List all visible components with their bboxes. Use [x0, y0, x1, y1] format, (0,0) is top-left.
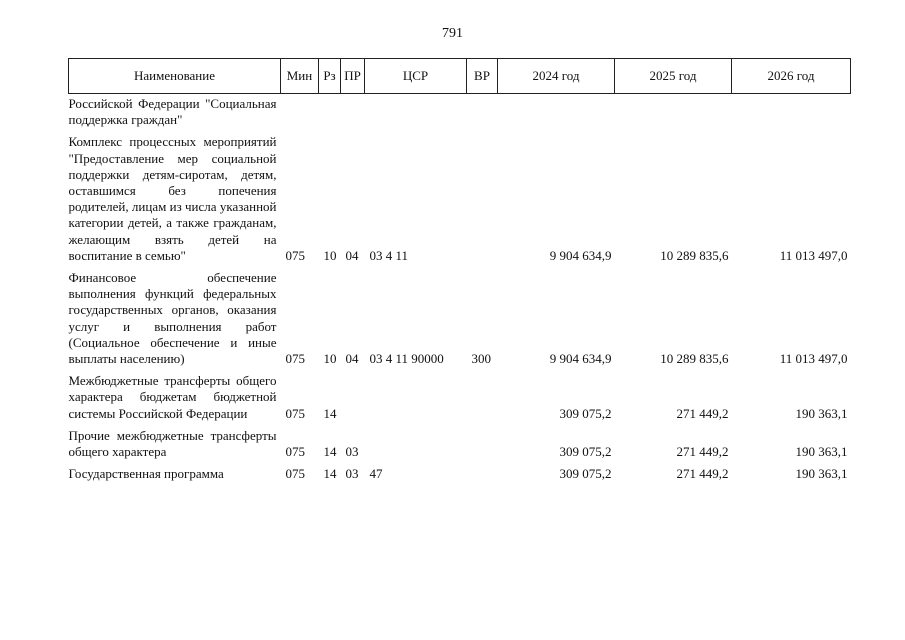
row-name: Государственная программа — [68, 466, 224, 482]
row-2024: 9 904 634,9 — [549, 247, 612, 263]
row-vr — [467, 94, 498, 129]
row-min: 075 — [285, 466, 305, 482]
row-pr — [341, 367, 365, 422]
row-csr — [365, 94, 467, 129]
row-rz — [319, 94, 341, 129]
row-name: Финансовое обеспечение выполнения функций федеральных государственных органов, оказания услуг и выполнения работ (Социальное обеспечение и иные выплаты населению) — [68, 270, 277, 367]
row-2025: 271 449,2 — [676, 466, 729, 482]
row-2025: 271 449,2 — [676, 444, 729, 460]
table-row — [69, 94, 851, 129]
row-name: Прочие межбюджетные трансферты общего характера — [68, 427, 277, 460]
table-row — [69, 460, 851, 482]
row-pr: 03 — [345, 466, 359, 482]
row-2026: 11 013 497,0 — [779, 247, 848, 263]
header-pr: ПР — [341, 59, 365, 94]
row-2026: 11 013 497,0 — [779, 351, 848, 367]
row-vr — [467, 128, 498, 264]
row-rz: 14 — [323, 466, 337, 482]
row-2024 — [498, 94, 615, 129]
row-vr — [467, 460, 498, 482]
row-csr — [365, 422, 467, 460]
row-2025: 10 289 835,6 — [660, 247, 729, 263]
table-header — [69, 59, 851, 94]
page-number: 791 — [442, 26, 463, 41]
table-row — [69, 128, 851, 264]
row-vr: 300 — [471, 351, 491, 367]
row-rz: 14 — [323, 405, 337, 421]
row-pr: 04 — [345, 351, 359, 367]
row-csr — [365, 367, 467, 422]
row-2025: 271 449,2 — [676, 405, 729, 421]
row-csr: 03 4 11 — [369, 247, 409, 263]
header-2026: 2026 год — [732, 59, 851, 94]
row-pr: 04 — [345, 247, 359, 263]
row-2026: 190 363,1 — [795, 405, 848, 421]
row-2026: 190 363,1 — [795, 444, 848, 460]
table-row — [69, 264, 851, 367]
row-min: 075 — [285, 247, 305, 263]
row-rz: 10 — [323, 247, 337, 263]
row-vr — [467, 422, 498, 460]
row-pr: 03 — [345, 444, 359, 460]
row-min — [281, 94, 319, 129]
budget-table — [68, 58, 851, 482]
row-min: 075 — [285, 351, 305, 367]
row-name: Комплекс процессных мероприятий "Предоставление мер социальной поддержки детям-сиротам, детям, оставшимся без попечения родителей, лицам из числа указанной категории детей, а также гражданам, желающим взять детей на воспитание в семью" — [68, 134, 277, 263]
header-rz: Рз — [319, 59, 341, 94]
row-vr — [467, 367, 498, 422]
row-rz: 14 — [323, 444, 337, 460]
header-min: Мин — [281, 59, 319, 94]
row-2025 — [615, 94, 732, 129]
row-2024: 309 075,2 — [559, 466, 612, 482]
row-name: Межбюджетные трансферты общего характера бюджетам бюджетной системы Российской Федерации — [68, 373, 277, 421]
header-vr: ВР — [467, 59, 498, 94]
row-name: Российской Федерации "Социальная поддержка граждан" — [68, 96, 277, 128]
row-2024: 309 075,2 — [559, 444, 612, 460]
row-2024: 309 075,2 — [559, 405, 612, 421]
header-2024: 2024 год — [498, 59, 615, 94]
row-pr — [341, 94, 365, 129]
row-csr: 47 — [369, 466, 383, 482]
row-min: 075 — [285, 444, 305, 460]
row-2026: 190 363,1 — [795, 466, 848, 482]
header-csr: ЦСР — [365, 59, 467, 94]
header-2025: 2025 год — [615, 59, 732, 94]
row-min: 075 — [285, 405, 305, 421]
header-name: Наименование — [69, 59, 281, 94]
table-row — [69, 367, 851, 422]
table-row — [69, 422, 851, 460]
row-2026 — [732, 94, 851, 129]
row-2025: 10 289 835,6 — [660, 351, 729, 367]
row-csr: 03 4 11 90000 — [369, 351, 444, 367]
row-rz: 10 — [323, 351, 337, 367]
row-2024: 9 904 634,9 — [549, 351, 612, 367]
